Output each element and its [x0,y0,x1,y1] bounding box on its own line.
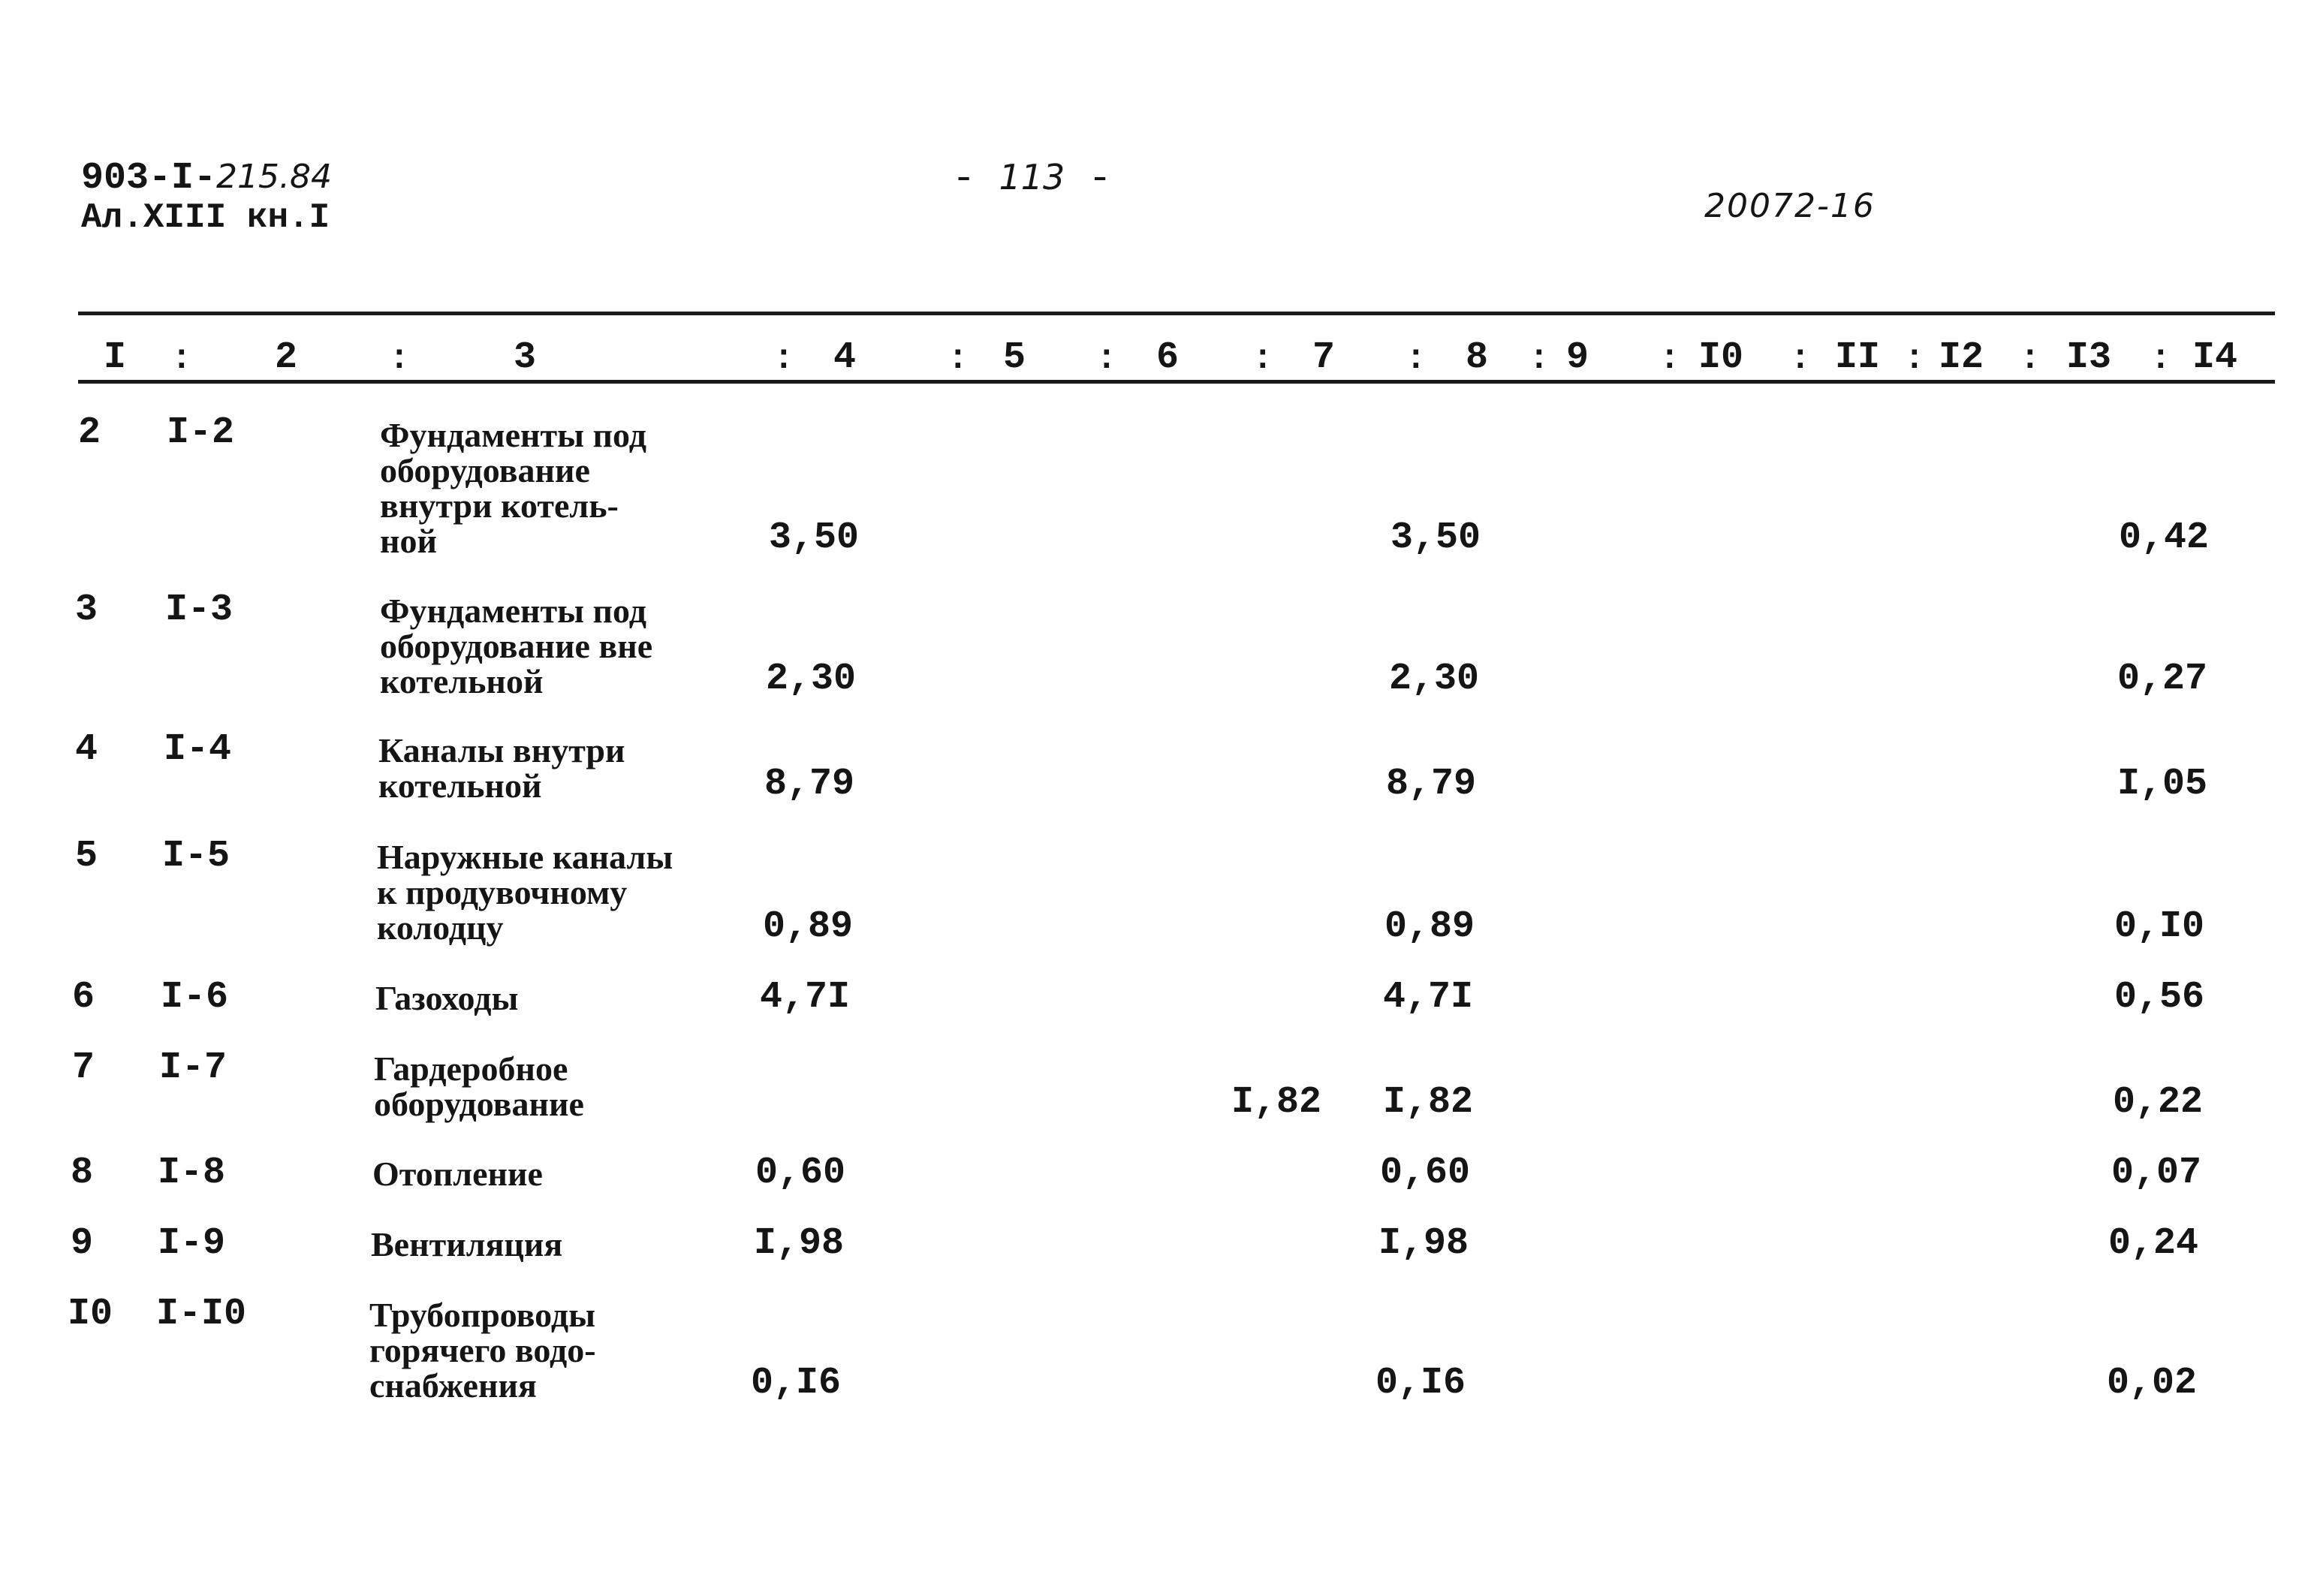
cell-col-14: 0,22 [2113,1081,2204,1124]
column-header: I3 [2066,336,2112,379]
cell-col-14: 0,56 [2114,976,2205,1019]
cell-col-8: 0,89 [1384,905,1475,948]
cell-col-8: I,82 [1383,1081,1474,1124]
row-name: Газоходы [375,979,519,1017]
table-top-rule [78,312,2275,315]
page-number-value: 113 [999,157,1065,197]
row-code: I-5 [162,835,230,878]
row-name: Каналы внутри котельной [378,731,625,805]
row-number: 7 [72,1046,95,1089]
cell-col-8: 3,50 [1390,516,1481,559]
column-separator: : [1659,339,1680,378]
row-code: I-2 [167,411,235,454]
row-name: Фундаменты под оборудование вне котельной [380,592,653,700]
column-separator: : [948,339,969,378]
column-header: I4 [2192,336,2238,379]
sheet-number: 20072-16 [1704,187,1876,225]
row-code: I-8 [158,1152,226,1194]
row-number: 5 [75,835,98,878]
cell-col-7: I,82 [1231,1081,1322,1124]
cell-col-8: 0,I6 [1375,1362,1466,1405]
row-number: 4 [75,728,98,771]
cell-col-4: 3,50 [769,516,860,559]
document-code-prefix: 903-I- [81,157,217,200]
column-header: 6 [1156,336,1180,379]
cell-col-4: 8,79 [764,763,855,806]
row-number: I0 [68,1293,113,1336]
column-header: 3 [514,336,537,379]
column-header: 7 [1312,336,1336,379]
column-header: I [104,336,127,379]
column-separator: : [773,339,794,378]
column-separator: : [171,339,192,378]
row-name: Фундаменты под оборудование внутри котель- ной [380,416,646,560]
row-code: I-3 [165,589,234,631]
row-number: 3 [75,589,98,631]
cell-col-8: 8,79 [1386,763,1477,806]
column-separator: : [1406,339,1427,378]
cell-col-14: 0,24 [2108,1222,2199,1265]
column-header: 8 [1466,336,1489,379]
column-header: 2 [275,336,298,379]
column-separator: : [389,339,410,378]
row-number: 8 [71,1152,94,1194]
row-name: Гардеробное оборудование [374,1049,584,1123]
column-separator: : [1904,339,1925,378]
column-header: I2 [1939,336,1984,379]
column-header: II [1835,336,1881,379]
row-code: I-I0 [156,1293,247,1336]
document-code [81,159,332,199]
column-header: 5 [1003,336,1026,379]
cell-col-4: 0,I6 [751,1362,842,1405]
cell-col-14: 0,02 [2107,1362,2198,1405]
cell-col-8: 4,7I [1383,976,1474,1019]
cell-col-4: 0,60 [755,1152,846,1194]
cell-col-14: 0,07 [2111,1152,2202,1194]
cell-col-14: I,05 [2117,763,2208,806]
cell-col-4: I,98 [754,1222,845,1265]
column-header: 9 [1566,336,1589,379]
cell-col-4: 0,89 [763,905,854,948]
column-header: 4 [833,336,857,379]
row-code: I-7 [159,1046,227,1089]
column-separator: : [1790,339,1811,378]
row-number: 2 [78,411,101,454]
table-header-rule [78,380,2275,384]
cell-col-14: 0,42 [2119,516,2210,559]
column-separator: : [1252,339,1273,378]
column-separator: : [1096,339,1117,378]
cell-col-4: 4,7I [760,976,851,1019]
row-code: I-9 [158,1222,226,1265]
row-code: I-4 [164,728,232,771]
album-label: Ал.XIII кн.I [81,198,330,237]
row-number: 6 [72,976,95,1019]
page-dash-left: - [952,157,976,201]
cell-col-8: I,98 [1378,1222,1469,1265]
row-name: Трубопроводы горячего водо- снабжения [369,1296,596,1405]
page-dash-right: - [1088,157,1112,201]
document-code-handwritten: 215.84 [216,158,332,196]
cell-col-14: 0,27 [2117,658,2208,700]
cell-col-8: 2,30 [1389,658,1480,700]
row-name: Вентиляция [371,1225,563,1263]
column-separator: : [2150,339,2171,378]
row-number: 9 [71,1222,94,1265]
page-number [952,159,1112,200]
column-header: I0 [1698,336,1744,379]
cell-col-14: 0,I0 [2114,905,2205,948]
row-code: I-6 [161,976,229,1019]
column-separator: : [1529,339,1550,378]
row-name: Наружные каналы к продувочному колодцу [377,838,673,947]
row-name: Отопление [372,1155,543,1193]
cell-col-4: 2,30 [766,658,857,700]
cell-col-8: 0,60 [1380,1152,1471,1194]
column-separator: : [2020,339,2041,378]
